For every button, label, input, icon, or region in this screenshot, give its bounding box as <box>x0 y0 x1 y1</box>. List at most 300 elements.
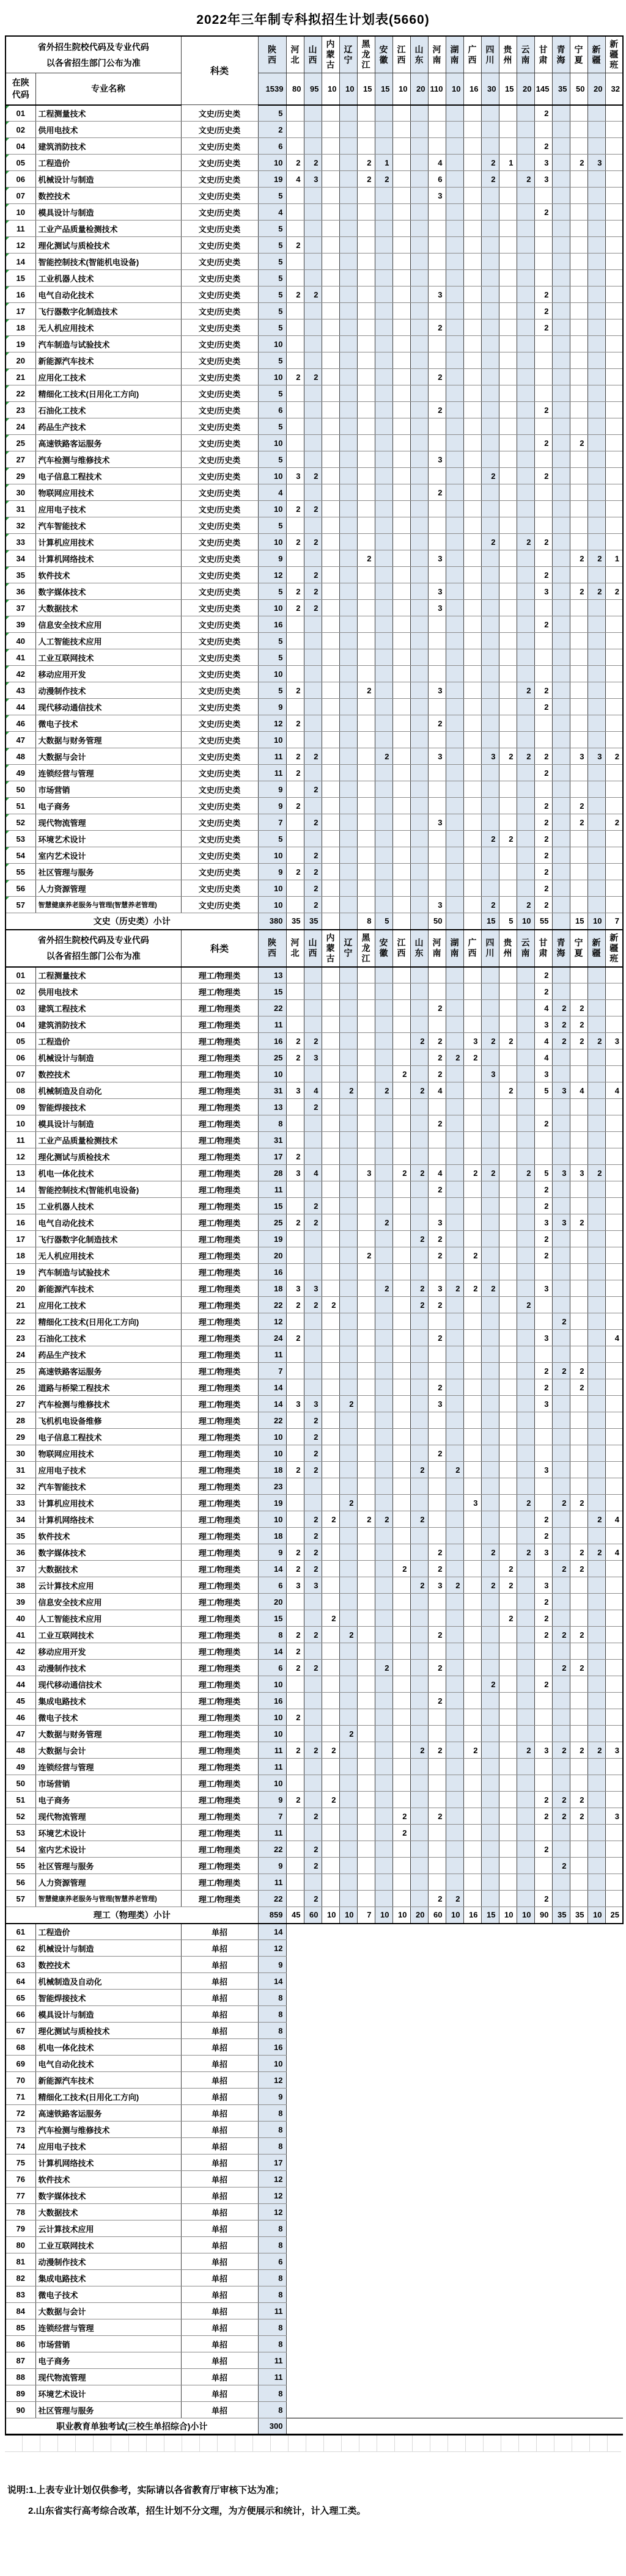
plan-value-cell <box>322 237 339 254</box>
row-major: 模具设计与制造 <box>35 204 181 221</box>
plan-value-cell <box>552 237 570 254</box>
plan-value-cell: 2 <box>534 1379 552 1396</box>
plan-value-cell <box>410 1099 428 1115</box>
plan-value-cell <box>286 633 304 649</box>
row-code: 56 <box>6 1874 35 1891</box>
plan-value-cell: 19 <box>258 1495 286 1511</box>
empty-area <box>286 1940 623 1957</box>
plan-value-cell <box>463 1478 481 1495</box>
plan-value-cell <box>339 897 357 913</box>
plan-value-cell <box>570 1775 587 1792</box>
plan-value-cell <box>499 1198 517 1214</box>
plan-value-cell <box>605 1528 623 1544</box>
plan-value-cell: 31 <box>258 1132 286 1148</box>
row-subject: 文史/历史类 <box>181 715 258 732</box>
plan-value-cell: 2 <box>286 600 304 616</box>
plan-value-cell <box>375 831 392 847</box>
plan-value-cell: 3 <box>552 1214 570 1231</box>
plan-value-cell <box>517 699 534 715</box>
table-row <box>6 468 623 484</box>
row-code: 86 <box>6 2336 35 2352</box>
plan-value-cell: 2 <box>534 847 552 864</box>
plan-value-cell <box>357 1082 375 1099</box>
province-header: 宁 夏 <box>570 930 587 967</box>
plan-value-cell <box>446 1676 463 1693</box>
plan-value-cell: 2 <box>410 1082 428 1099</box>
plan-value-cell <box>481 1429 499 1445</box>
plan-value-cell <box>428 880 446 897</box>
plan-value-cell: 2 <box>570 1792 587 1808</box>
plan-value-cell: 5 <box>258 583 286 600</box>
plan-value-cell <box>499 1792 517 1808</box>
table-row <box>6 1511 623 1528</box>
plan-value-cell <box>481 814 499 831</box>
subtotal-value: 10 <box>322 1907 339 1924</box>
plan-value-cell <box>375 1445 392 1462</box>
plan-value-cell <box>587 105 605 122</box>
row-major: 微电子技术 <box>35 1709 181 1726</box>
plan-value-cell <box>357 303 375 319</box>
plan-value-cell <box>481 1313 499 1330</box>
plan-value-cell <box>304 1148 322 1165</box>
row-major: 计算机应用技术 <box>35 534 181 550</box>
row-major: 大数据与会计 <box>35 1742 181 1759</box>
plan-value-cell <box>534 1478 552 1495</box>
plan-value-cell <box>605 1115 623 1132</box>
plan-value-cell <box>428 616 446 633</box>
plan-value-cell <box>570 1132 587 1148</box>
plan-value-cell <box>517 1313 534 1330</box>
plan-value-cell <box>304 1726 322 1742</box>
plan-value-cell <box>428 1511 446 1528</box>
plan-value-cell: 8 <box>258 2105 286 2122</box>
plan-value-cell <box>357 352 375 369</box>
subtotal-value <box>392 913 410 930</box>
plan-value-cell <box>446 138 463 155</box>
plan-value-cell <box>286 1759 304 1775</box>
plan-value-cell <box>517 1198 534 1214</box>
plan-value-cell <box>570 188 587 204</box>
row-subject: 理工/物理类 <box>181 1610 258 1627</box>
plan-value-cell <box>570 1346 587 1363</box>
table-row <box>6 138 623 155</box>
plan-value-cell <box>286 732 304 748</box>
plan-value-cell <box>339 1346 357 1363</box>
plan-value-cell <box>339 1429 357 1445</box>
plan-value-cell <box>587 633 605 649</box>
plan-value-cell: 17 <box>258 1148 286 1165</box>
province-header: 山 东 <box>410 36 428 73</box>
table-row <box>6 1643 623 1660</box>
plan-value-cell <box>605 171 623 188</box>
plan-value-cell <box>570 1198 587 1214</box>
plan-value-cell <box>587 1726 605 1742</box>
plan-value-cell <box>605 254 623 270</box>
plan-value-cell: 2 <box>286 748 304 765</box>
row-subject: 单招 <box>181 2105 258 2122</box>
plan-value-cell <box>375 1330 392 1346</box>
row-major: 精细化工技术(日用化工方向) <box>35 2089 181 2105</box>
plan-value-cell <box>552 1115 570 1132</box>
row-code: 87 <box>6 2352 35 2369</box>
plan-value-cell <box>499 1858 517 1874</box>
plan-value-cell <box>517 765 534 781</box>
plan-value-cell: 8 <box>258 1990 286 2006</box>
plan-value-cell <box>534 336 552 352</box>
plan-value-cell: 2 <box>428 1049 446 1066</box>
plan-value-cell <box>446 155 463 171</box>
province-total: 95 <box>304 73 322 105</box>
plan-value-cell <box>587 1396 605 1412</box>
plan-value-cell <box>392 1577 410 1594</box>
header-major-label: 专业名称 <box>35 73 181 105</box>
plan-value-cell <box>392 303 410 319</box>
subtotal-value: 60 <box>428 1907 446 1924</box>
plan-value-cell <box>605 1891 623 1907</box>
plan-value-cell <box>322 732 339 748</box>
plan-value-cell <box>605 1478 623 1495</box>
plan-value-cell <box>481 1132 499 1148</box>
row-major: 汽车智能技术 <box>35 1478 181 1495</box>
table-row <box>6 221 623 237</box>
row-subject: 理工/物理类 <box>181 1313 258 1330</box>
plan-value-cell <box>410 1016 428 1033</box>
table-row <box>6 1693 623 1709</box>
plan-value-cell: 10 <box>258 732 286 748</box>
plan-value-cell: 2 <box>463 1165 481 1181</box>
plan-value-cell <box>339 1792 357 1808</box>
plan-value-cell <box>428 1313 446 1330</box>
plan-value-cell: 2 <box>534 105 552 122</box>
empty-area <box>286 2171 623 2187</box>
plan-value-cell: 8 <box>258 1115 286 1132</box>
row-subject: 理工/物理类 <box>181 1346 258 1363</box>
plan-value-cell <box>446 1396 463 1412</box>
plan-value-cell <box>392 1000 410 1016</box>
province-header: 江 西 <box>392 36 410 73</box>
plan-value-cell <box>304 1181 322 1198</box>
plan-value-cell <box>517 1247 534 1264</box>
plan-value-cell: 3 <box>428 451 446 468</box>
admission-plan-table <box>5 35 624 2436</box>
plan-value-cell <box>410 534 428 550</box>
plan-value-cell <box>517 254 534 270</box>
plan-value-cell <box>446 1165 463 1181</box>
plan-value-cell <box>322 1544 339 1561</box>
plan-value-cell <box>570 1264 587 1280</box>
table-row <box>6 1495 623 1511</box>
plan-value-cell <box>286 1808 304 1825</box>
row-code: 25 <box>6 1363 35 1379</box>
plan-value-cell <box>534 550 552 567</box>
plan-value-cell <box>304 1709 322 1726</box>
table-row <box>6 2270 623 2286</box>
plan-value-cell <box>375 1462 392 1478</box>
subtotal-value: 60 <box>304 1907 322 1924</box>
plan-value-cell <box>481 1412 499 1429</box>
row-major: 智慧健康养老服务与管理(智慧养老管理) <box>35 897 181 913</box>
plan-value-cell <box>570 336 587 352</box>
plan-value-cell <box>587 781 605 798</box>
plan-value-cell <box>534 270 552 286</box>
row-major: 新能源汽车技术 <box>35 352 181 369</box>
plan-value-cell <box>339 550 357 567</box>
plan-value-cell <box>517 221 534 237</box>
plan-value-cell <box>499 1874 517 1891</box>
plan-value-cell: 3 <box>481 1066 499 1082</box>
subtotal-value: 50 <box>428 913 446 930</box>
row-code: 63 <box>6 1957 35 1973</box>
plan-value-cell <box>410 682 428 699</box>
plan-value-cell <box>552 732 570 748</box>
plan-value-cell <box>357 1495 375 1511</box>
subtotal-row <box>6 1907 623 1924</box>
plan-value-cell <box>322 1396 339 1412</box>
province-header: 河 北 <box>286 930 304 967</box>
plan-value-cell: 2 <box>304 468 322 484</box>
plan-value-cell <box>428 1874 446 1891</box>
plan-value-cell: 11 <box>258 1016 286 1033</box>
plan-value-cell <box>499 1330 517 1346</box>
row-subject: 理工/物理类 <box>181 1891 258 1907</box>
plan-value-cell <box>428 1825 446 1841</box>
plan-value-cell <box>322 1759 339 1775</box>
plan-value-cell: 2 <box>428 1033 446 1049</box>
plan-value-cell <box>410 418 428 435</box>
plan-value-cell <box>587 1792 605 1808</box>
plan-value-cell <box>534 1429 552 1445</box>
plan-value-cell: 4 <box>258 484 286 501</box>
plan-value-cell: 2 <box>552 1000 570 1016</box>
row-code: 11 <box>6 221 35 237</box>
row-code: 75 <box>6 2155 35 2171</box>
plan-value-cell <box>446 1346 463 1363</box>
plan-value-cell: 2 <box>481 1676 499 1693</box>
plan-value-cell <box>339 221 357 237</box>
plan-value-cell <box>322 385 339 402</box>
empty-area <box>286 2039 623 2056</box>
plan-value-cell <box>446 880 463 897</box>
row-major: 药品生产技术 <box>35 1346 181 1363</box>
plan-value-cell: 2 <box>481 155 499 171</box>
plan-value-cell <box>517 270 534 286</box>
plan-value-cell <box>322 1693 339 1709</box>
plan-value-cell <box>339 1379 357 1396</box>
plan-value-cell <box>463 1874 481 1891</box>
plan-value-cell <box>286 983 304 1000</box>
plan-value-cell <box>286 567 304 583</box>
plan-value-cell <box>392 967 410 983</box>
plan-value-cell <box>339 385 357 402</box>
row-major: 计算机网络技术 <box>35 1511 181 1528</box>
plan-value-cell <box>463 1099 481 1115</box>
plan-value-cell: 3 <box>428 814 446 831</box>
plan-value-cell <box>481 1561 499 1577</box>
plan-value-cell: 11 <box>258 1759 286 1775</box>
plan-value-cell: 3 <box>605 1808 623 1825</box>
plan-value-cell <box>304 221 322 237</box>
row-subject: 理工/物理类 <box>181 1808 258 1825</box>
plan-value-cell <box>552 1429 570 1445</box>
row-subject: 单招 <box>181 2039 258 2056</box>
table-row <box>6 1000 623 1016</box>
plan-value-cell <box>357 1660 375 1676</box>
plan-value-cell: 2 <box>481 1577 499 1594</box>
plan-value-cell <box>322 204 339 221</box>
plan-value-cell <box>517 451 534 468</box>
plan-value-cell <box>481 369 499 385</box>
plan-value-cell <box>463 897 481 913</box>
plan-value-cell <box>605 1825 623 1841</box>
table-row <box>6 732 623 748</box>
plan-value-cell <box>552 1891 570 1907</box>
plan-value-cell: 2 <box>534 1231 552 1247</box>
empty-area <box>286 2187 623 2204</box>
plan-value-cell <box>605 534 623 550</box>
plan-value-cell <box>286 221 304 237</box>
plan-value-cell <box>286 880 304 897</box>
plan-value-cell <box>481 550 499 567</box>
plan-value-cell: 11 <box>258 2369 286 2385</box>
plan-value-cell <box>552 765 570 781</box>
plan-value-cell: 2 <box>552 1792 570 1808</box>
row-subject: 文史/历史类 <box>181 567 258 583</box>
plan-value-cell: 11 <box>258 765 286 781</box>
plan-value-cell <box>499 468 517 484</box>
plan-value-cell <box>357 1808 375 1825</box>
empty-area <box>286 2204 623 2220</box>
plan-value-cell <box>587 1132 605 1148</box>
plan-value-cell <box>605 798 623 814</box>
plan-value-cell <box>463 1445 481 1462</box>
plan-value-cell <box>410 1676 428 1693</box>
plan-value-cell: 9 <box>258 1544 286 1561</box>
plan-value-cell <box>339 748 357 765</box>
row-major: 智能控制技术(智能机电设备) <box>35 254 181 270</box>
plan-value-cell: 2 <box>428 1066 446 1082</box>
subtotal-value: 16 <box>463 1907 481 1924</box>
plan-value-cell <box>587 1891 605 1907</box>
plan-value-cell <box>357 501 375 517</box>
row-major: 物联网应用技术 <box>35 484 181 501</box>
plan-value-cell <box>552 1528 570 1544</box>
row-major: 工程造价 <box>35 155 181 171</box>
plan-value-cell <box>322 847 339 864</box>
plan-value-cell <box>499 1627 517 1643</box>
empty-area <box>286 2220 623 2237</box>
plan-value-cell <box>446 385 463 402</box>
plan-value-cell <box>570 1825 587 1841</box>
plan-value-cell: 2 <box>286 1742 304 1759</box>
plan-value-cell <box>446 402 463 418</box>
plan-value-cell <box>570 1643 587 1660</box>
plan-value-cell <box>587 1346 605 1363</box>
plan-value-cell <box>357 1577 375 1594</box>
plan-value-cell: 2 <box>304 501 322 517</box>
plan-value-cell <box>375 1874 392 1891</box>
plan-value-cell: 3 <box>304 1577 322 1594</box>
table-row <box>6 1445 623 1462</box>
plan-value-cell <box>339 534 357 550</box>
row-subject: 理工/物理类 <box>181 1577 258 1594</box>
plan-value-cell <box>517 435 534 451</box>
plan-value-cell <box>499 715 517 732</box>
plan-value-cell <box>428 468 446 484</box>
plan-value-cell <box>499 1247 517 1264</box>
row-major: 大数据技术 <box>35 1561 181 1577</box>
plan-value-cell: 3 <box>428 188 446 204</box>
row-subject: 单招 <box>181 2056 258 2072</box>
plan-value-cell <box>357 1792 375 1808</box>
plan-value-cell <box>446 699 463 715</box>
plan-value-cell: 2 <box>570 1016 587 1033</box>
plan-value-cell <box>463 600 481 616</box>
row-major: 机电一体化技术 <box>35 1165 181 1181</box>
row-subject: 单招 <box>181 2023 258 2039</box>
empty-area <box>286 2286 623 2303</box>
plan-value-cell <box>570 1148 587 1165</box>
plan-value-cell <box>357 699 375 715</box>
province-header: 云 南 <box>517 930 534 967</box>
plan-value-cell <box>570 171 587 188</box>
plan-value-cell <box>517 1627 534 1643</box>
plan-value-cell: 5 <box>258 254 286 270</box>
plan-value-cell: 2 <box>304 1841 322 1858</box>
plan-value-cell <box>410 171 428 188</box>
row-subject: 理工/物理类 <box>181 1165 258 1181</box>
plan-value-cell <box>481 765 499 781</box>
plan-value-cell <box>517 1000 534 1016</box>
plan-value-cell <box>446 798 463 814</box>
plan-value-cell <box>481 1181 499 1198</box>
plan-value-cell: 12 <box>258 1940 286 1957</box>
plan-value-cell <box>286 336 304 352</box>
plan-value-cell <box>499 1693 517 1709</box>
plan-value-cell: 25 <box>258 1214 286 1231</box>
plan-value-cell: 2 <box>499 1561 517 1577</box>
plan-value-cell <box>322 616 339 633</box>
plan-value-cell <box>428 1429 446 1445</box>
plan-value-cell: 18 <box>258 1280 286 1297</box>
plan-value-cell <box>304 798 322 814</box>
plan-value-cell: 3 <box>428 1280 446 1297</box>
plan-value-cell <box>322 1264 339 1280</box>
plan-value-cell <box>605 732 623 748</box>
plan-value-cell <box>499 1066 517 1082</box>
subtotal-value: 35 <box>286 913 304 930</box>
plan-value-cell: 3 <box>463 1495 481 1511</box>
plan-value-cell <box>357 1726 375 1742</box>
plan-value-cell <box>481 1495 499 1511</box>
table-row <box>6 435 623 451</box>
plan-value-cell: 2 <box>552 1363 570 1379</box>
plan-value-cell: 2 <box>534 435 552 451</box>
plan-value-cell <box>339 1544 357 1561</box>
row-major: 应用电子技术 <box>35 501 181 517</box>
plan-value-cell <box>375 1792 392 1808</box>
plan-value-cell <box>463 1594 481 1610</box>
plan-value-cell: 2 <box>587 1033 605 1049</box>
plan-value-cell <box>587 138 605 155</box>
table-row <box>6 155 623 171</box>
row-subject: 文史/历史类 <box>181 847 258 864</box>
plan-value-cell <box>463 1297 481 1313</box>
table-row <box>6 254 623 270</box>
table-row <box>6 2122 623 2138</box>
plan-value-cell <box>499 897 517 913</box>
plan-value-cell: 2 <box>392 1561 410 1577</box>
plan-value-cell: 10 <box>258 600 286 616</box>
